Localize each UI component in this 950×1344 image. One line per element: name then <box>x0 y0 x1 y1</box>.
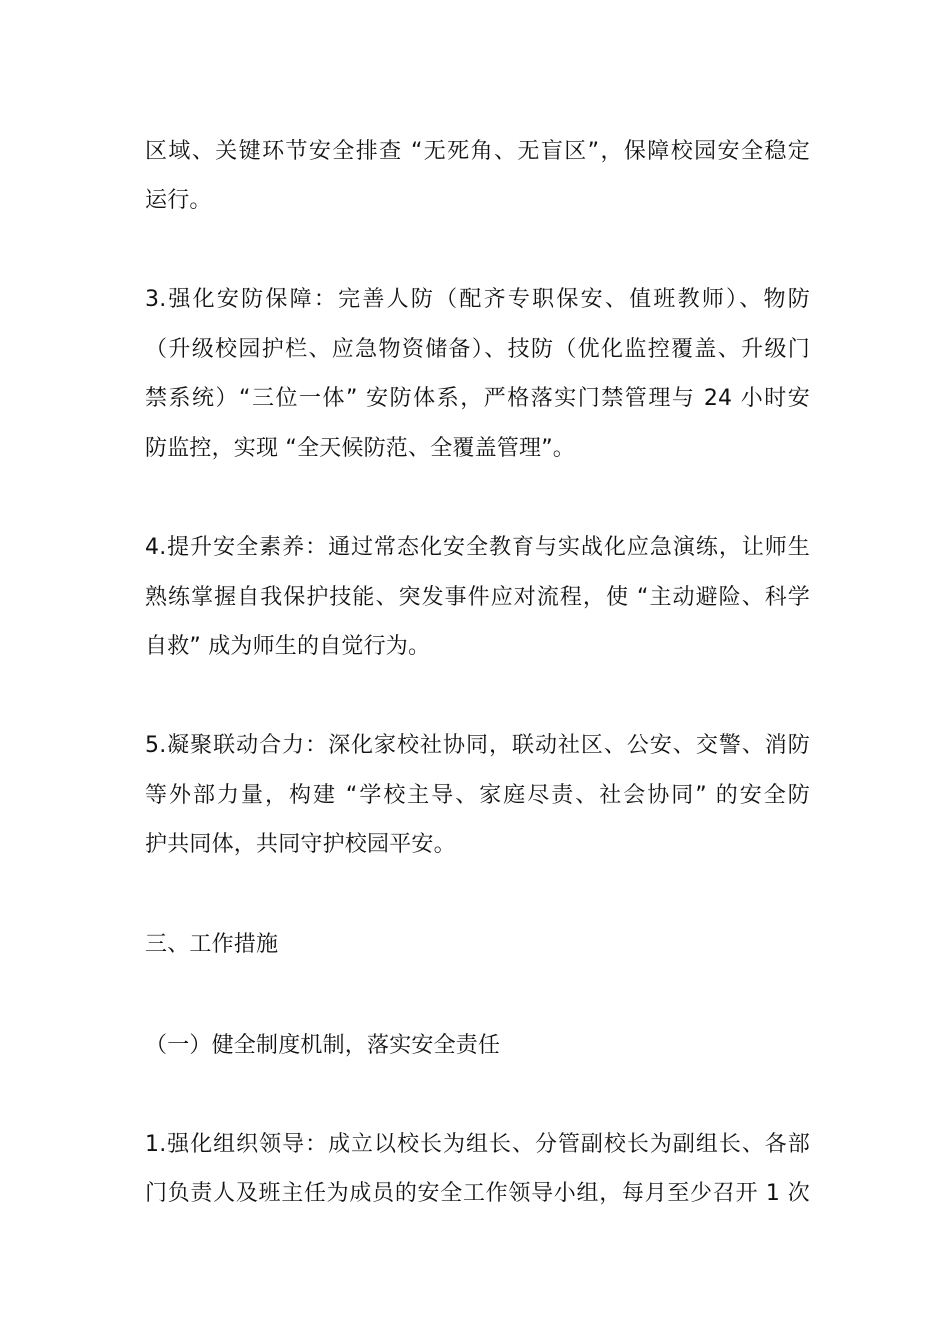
text-line: 护共同体，共同守护校园平安。 <box>145 832 456 857</box>
text-line: 禁系统）“三位一体” 安防体系，严格落实门禁管理与 24 小时安 <box>145 386 810 411</box>
text-line: 自救” 成为师生的自觉行为。 <box>145 634 431 659</box>
text-line: 等外部力量，构建 “学校主导、家庭尽责、社会协同” 的安全防 <box>145 783 810 808</box>
text-line: 区域、关键环节安全排查 “无死角、无盲区”，保障校园安全稳定 <box>145 139 810 164</box>
text-line: 门负责人及班主任为成员的安全工作领导小组，每月至少召开 1 次 <box>145 1181 810 1206</box>
text-line: 4.提升安全素养：通过常态化安全教育与实战化应急演练，让师生 <box>145 535 810 560</box>
text-line: 5.凝聚联动合力：深化家校社协同，联动社区、公安、交警、消防 <box>145 733 810 758</box>
section-heading: 三、工作措施 <box>145 932 279 957</box>
text-line: 防监控，实现 “全天候防范、全覆盖管理”。 <box>145 436 575 461</box>
text-line: 熟练掌握自我保护技能、突发事件应对流程，使 “主动避险、科学 <box>145 585 810 610</box>
text-line: 运行。 <box>145 188 212 213</box>
subsection-heading: （一）健全制度机制，落实安全责任 <box>145 1033 501 1058</box>
text-line: 1.强化组织领导：成立以校长为组长、分管副校长为副组长、各部 <box>145 1132 810 1157</box>
text-line: （升级校园护栏、应急物资储备）、技防（优化监控覆盖、升级门 <box>145 337 810 362</box>
text-line: 3.强化安防保障：完善人防（配齐专职保安、值班教师）、物防 <box>145 287 810 312</box>
